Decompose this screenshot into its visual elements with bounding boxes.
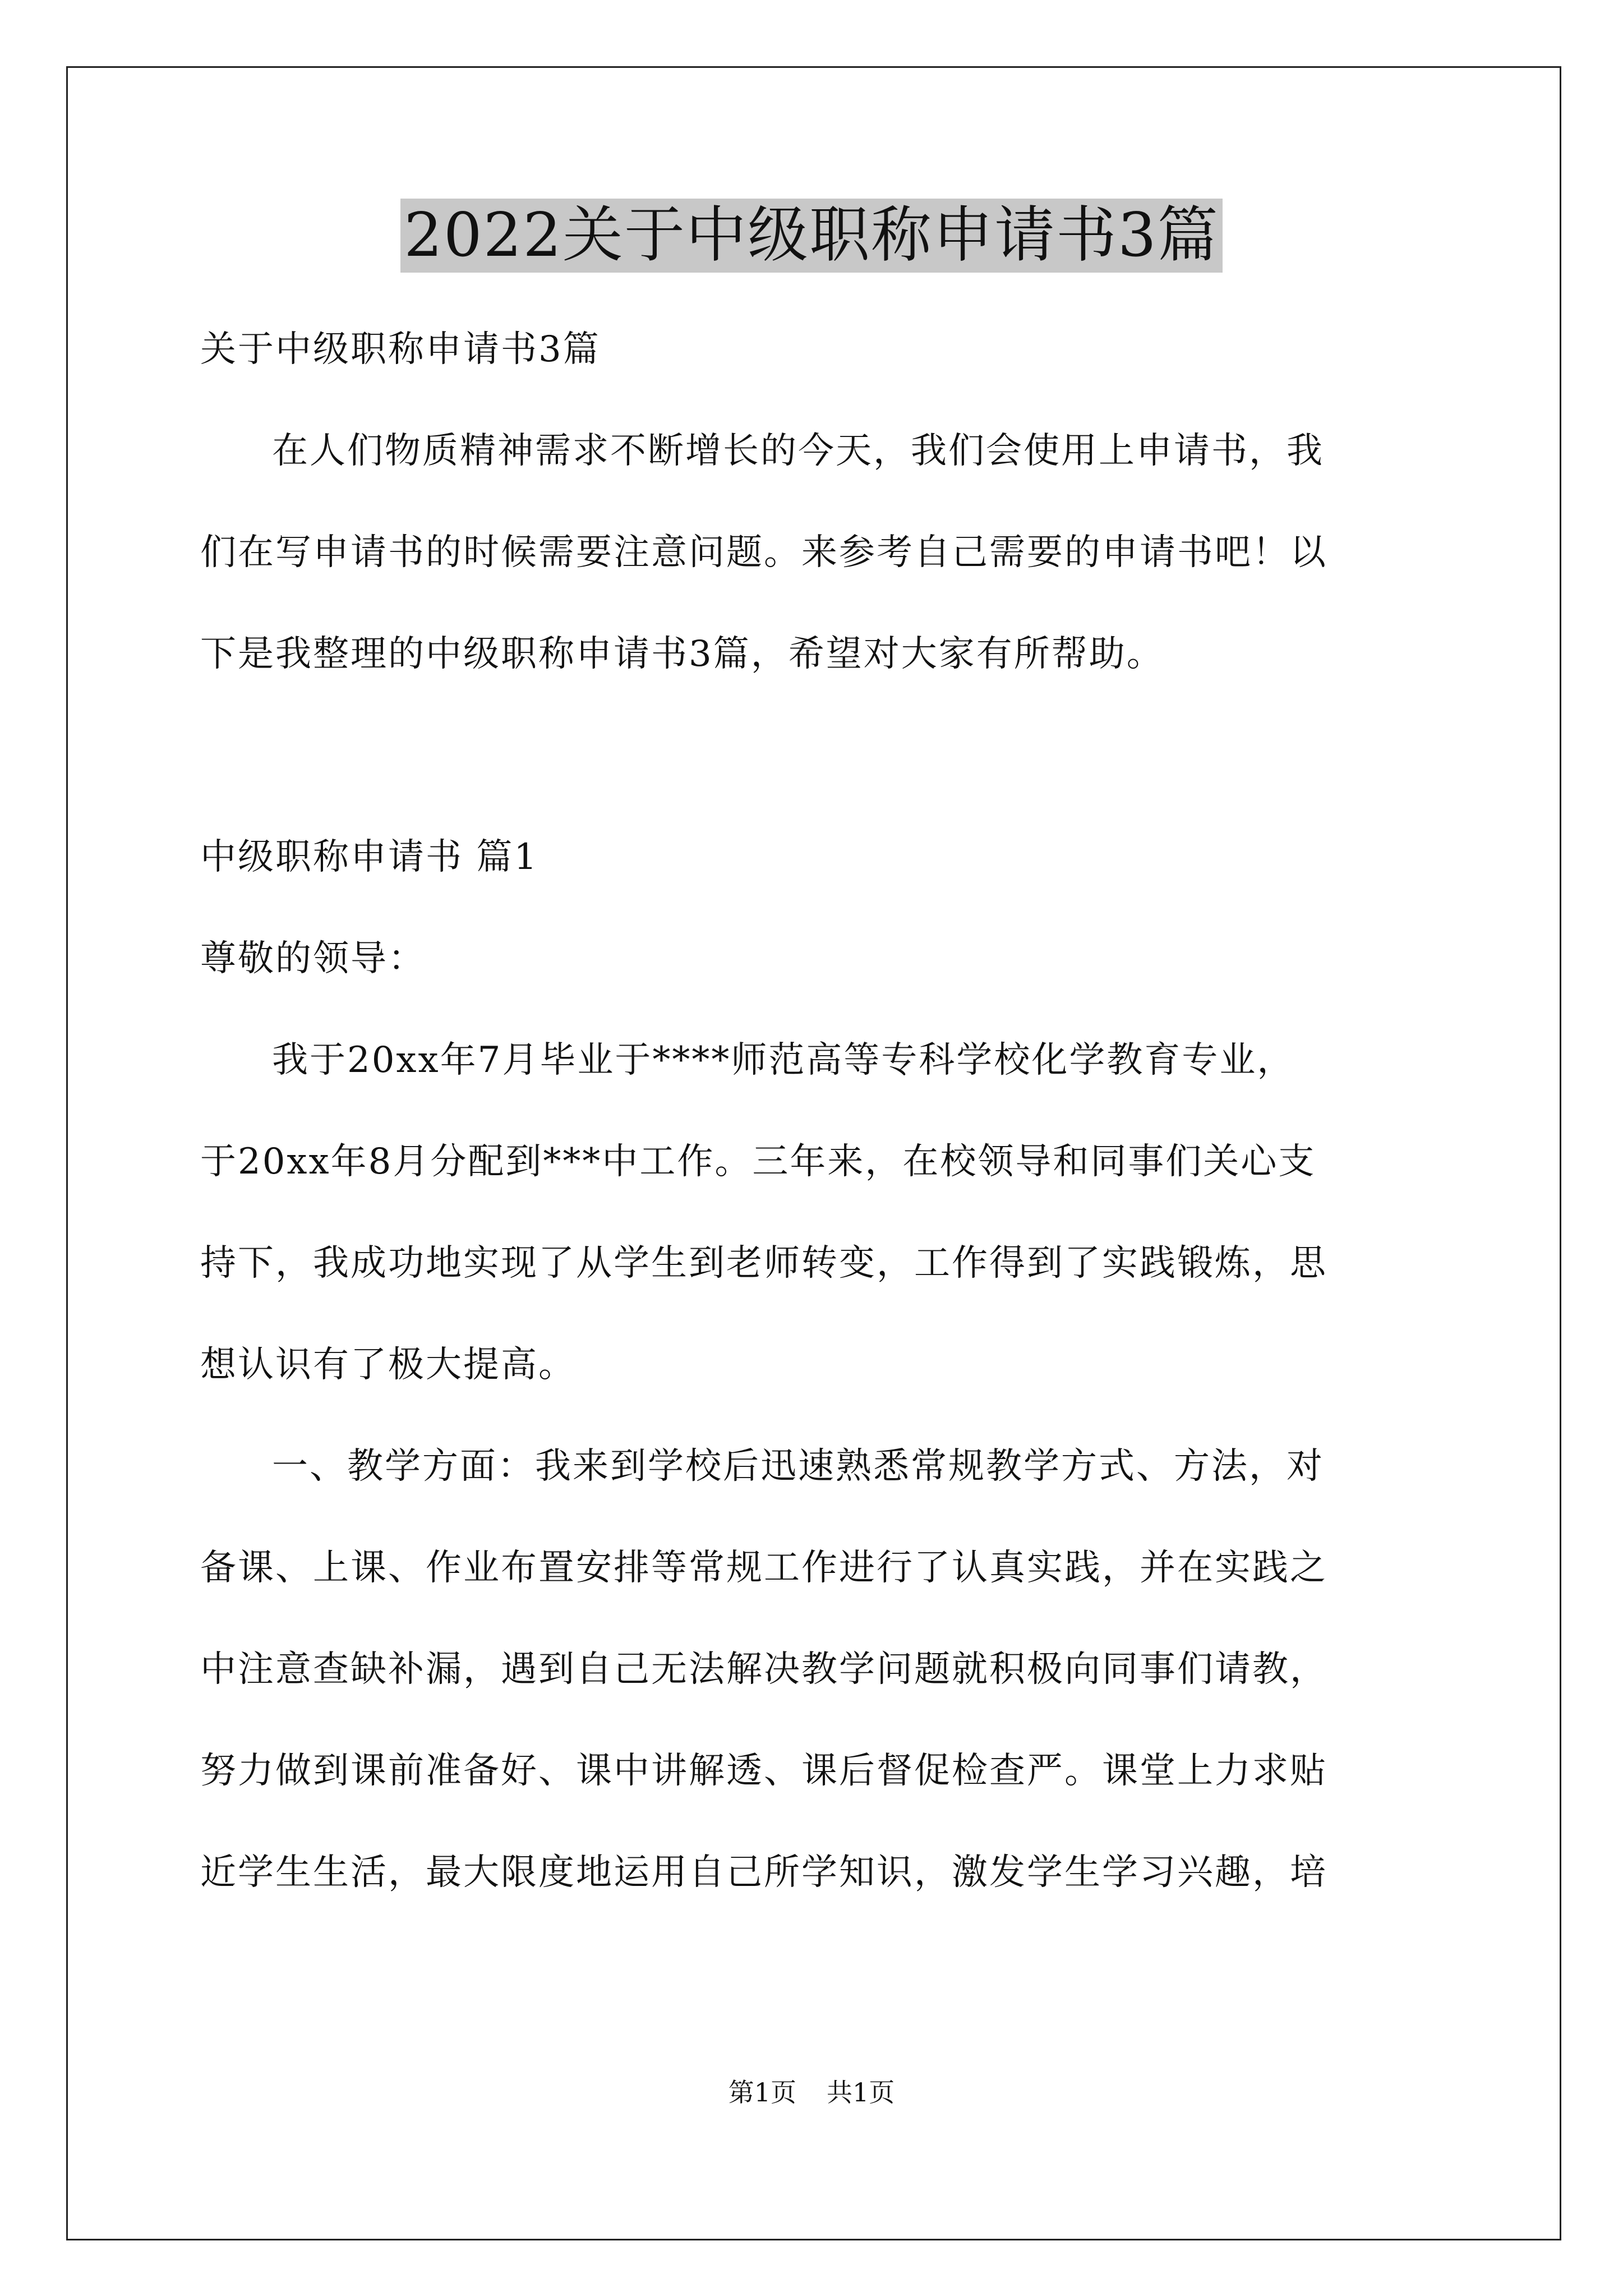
document-title: 2022关于中级职称申请书3篇 bbox=[400, 199, 1223, 273]
paragraph-line: 我于20xx年7月毕业于****师范高等专科学校化学教育专业， bbox=[272, 1039, 1295, 1081]
document-body bbox=[200, 307, 1428, 1932]
paragraph-line: 持下，我成功地实现了从学生到老师转变，工作得到了实践锻炼，思 bbox=[200, 1243, 1327, 1284]
salutation: 尊敬的领导： bbox=[200, 938, 426, 979]
intro-line: 在人们物质精神需求不断增长的今天，我们会使用上申请书，我 bbox=[272, 430, 1324, 472]
paragraph-line: 想认识有了极大提高。 bbox=[200, 1344, 576, 1386]
paragraph-line: 中注意查缺补漏，遇到自己无法解决教学问题就积极向同事们请教， bbox=[200, 1649, 1327, 1690]
paragraph-line: 于20xx年8月分配到***中工作。三年来，在校领导和同事们关心支 bbox=[200, 1141, 1316, 1182]
title-container bbox=[0, 199, 1623, 273]
paragraph-line: 近学生生活，最大限度地运用自己所学知识，激发学生学习兴趣，培 bbox=[200, 1852, 1327, 1893]
paragraph-line: 努力做到课前准备好、课中讲解透、课后督促检查严。课堂上力求贴 bbox=[200, 1750, 1327, 1792]
page-footer bbox=[0, 2076, 1623, 2109]
paragraph-line: 备课、上课、作业布置安排等常规工作进行了认真实践，并在实践之 bbox=[200, 1547, 1327, 1589]
paragraph-spacer bbox=[200, 714, 1428, 815]
paragraph-line: 一、教学方面：我来到学校后迅速熟悉常规教学方式、方法，对 bbox=[272, 1446, 1324, 1487]
intro-line: 们在写申请书的时候需要注意问题。来参考自己需要的申请书吧！以 bbox=[200, 532, 1327, 573]
document-subtitle: 关于中级职称申请书3篇 bbox=[200, 329, 601, 370]
section-heading: 中级职称申请书 篇1 bbox=[200, 836, 539, 878]
page-number-current: 第1页 bbox=[728, 2077, 796, 2108]
page-number-total: 共1页 bbox=[827, 2077, 895, 2108]
intro-line: 下是我整理的中级职称申请书3篇，希望对大家有所帮助。 bbox=[200, 633, 1164, 675]
